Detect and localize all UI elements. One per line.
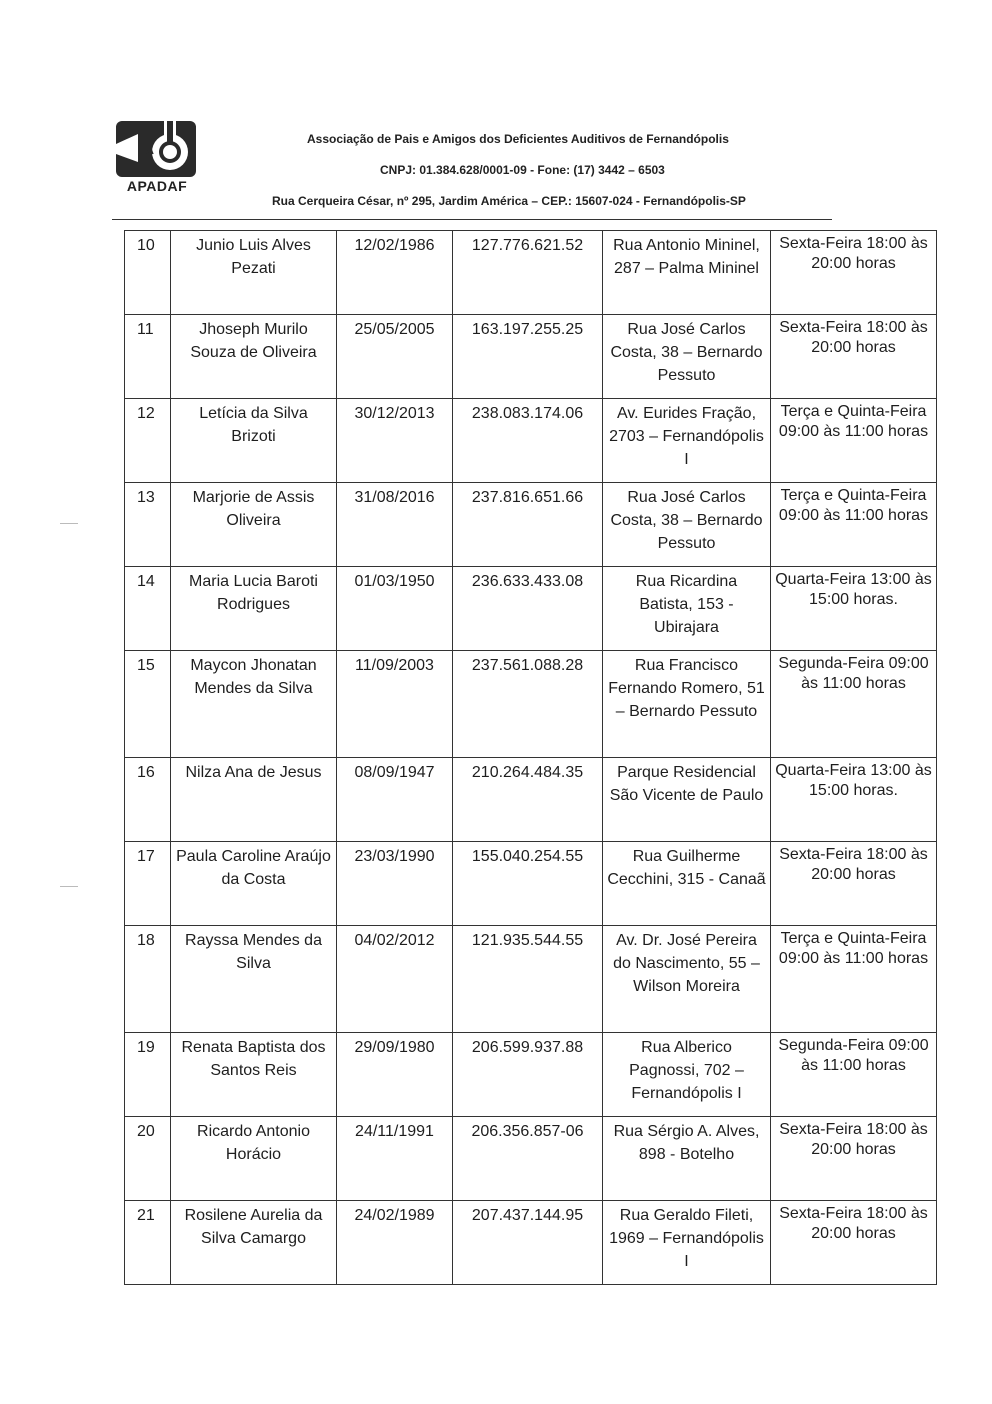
student-name-cell: Maycon Jhonatan Mendes da Silva (171, 651, 337, 758)
address-cell: Rua José Carlos Costa, 38 – Bernardo Pessuto (603, 483, 771, 567)
document-number-cell: 121.935.544.55 (453, 926, 603, 1033)
table-row (125, 567, 937, 651)
table-row (125, 842, 937, 926)
address-cell: Rua Antonio Mininel, 287 – Palma Mininel (603, 231, 771, 315)
table-row (125, 1117, 937, 1201)
document-number-cell: 237.561.088.28 (453, 651, 603, 758)
document-number-cell: 206.599.937.88 (453, 1033, 603, 1117)
logo-text: APADAF (126, 178, 188, 194)
address-cell: Rua Guilherme Cecchini, 315 - Canaã (603, 842, 771, 926)
address-cell: Parque Residencial São Vicente de Paulo (603, 758, 771, 842)
schedule-cell: Sexta-Feira 18:00 às 20:00 horas (771, 1117, 937, 1201)
birth-date-cell: 29/09/1980 (337, 1033, 453, 1117)
document-number-cell: 155.040.254.55 (453, 842, 603, 926)
table-row (125, 315, 937, 399)
schedule-cell: Quarta-Feira 13:00 às 15:00 horas. (771, 758, 937, 842)
address-cell: Rua Francisco Fernando Romero, 51 – Bernardo Pessuto (603, 651, 771, 758)
row-number-cell: 15 (125, 651, 171, 758)
document-number-cell: 237.816.651.66 (453, 483, 603, 567)
address-cell: Rua Geraldo Fileti, 1969 – Fernandópolis I (603, 1201, 771, 1285)
row-number-cell: 13 (125, 483, 171, 567)
schedule-cell: Sexta-Feira 18:00 às 20:00 horas (771, 315, 937, 399)
schedule-cell: Sexta-Feira 18:00 às 20:00 horas (771, 1201, 937, 1285)
row-number-cell: 17 (125, 842, 171, 926)
document-number-cell: 236.633.433.08 (453, 567, 603, 651)
table-row (125, 1033, 937, 1117)
document-number-cell: 207.437.144.95 (453, 1201, 603, 1285)
row-number-cell: 19 (125, 1033, 171, 1117)
student-name-cell: Rayssa Mendes da Silva (171, 926, 337, 1033)
row-number-cell: 18 (125, 926, 171, 1033)
address-cell: Rua José Carlos Costa, 38 – Bernardo Pessuto (603, 315, 771, 399)
schedule-cell: Segunda-Feira 09:00 às 11:00 horas (771, 651, 937, 758)
table-row (125, 926, 937, 1033)
address-cell: Rua Alberico Pagnossi, 702 – Fernandópolis I (603, 1033, 771, 1117)
birth-date-cell: 12/02/1986 (337, 231, 453, 315)
organization-name: Associação de Pais e Amigos dos Deficientes Auditivos de Fernandópolis (307, 132, 729, 146)
table-row (125, 651, 937, 758)
row-number-cell: 12 (125, 399, 171, 483)
birth-date-cell: 04/02/2012 (337, 926, 453, 1033)
schedule-cell: Terça e Quinta-Feira 09:00 às 11:00 horas (771, 483, 937, 567)
letterhead (112, 118, 832, 220)
table-row (125, 758, 937, 842)
student-name-cell: Maria Lucia Baroti Rodrigues (171, 567, 337, 651)
row-number-cell: 11 (125, 315, 171, 399)
birth-date-cell: 24/02/1989 (337, 1201, 453, 1285)
student-name-cell: Ricardo Antonio Horácio (171, 1117, 337, 1201)
document-number-cell: 127.776.621.52 (453, 231, 603, 315)
document-number-cell: 206.356.857-06 (453, 1117, 603, 1201)
document-number-cell: 238.083.174.06 (453, 399, 603, 483)
row-number-cell: 16 (125, 758, 171, 842)
birth-date-cell: 24/11/1991 (337, 1117, 453, 1201)
birth-date-cell: 31/08/2016 (337, 483, 453, 567)
table-body (125, 231, 937, 1285)
document-number-cell: 163.197.255.25 (453, 315, 603, 399)
table-row (125, 483, 937, 567)
address-cell: Rua Ricardina Batista, 153 - Ubirajara (603, 567, 771, 651)
birth-date-cell: 30/12/2013 (337, 399, 453, 483)
table-row (125, 1201, 937, 1285)
student-name-cell: Nilza Ana de Jesus (171, 758, 337, 842)
table-row (125, 399, 937, 483)
birth-date-cell: 08/09/1947 (337, 758, 453, 842)
birth-date-cell: 25/05/2005 (337, 315, 453, 399)
apadaf-logo (112, 118, 202, 198)
student-name-cell: Jhoseph Murilo Souza de Oliveira (171, 315, 337, 399)
schedule-cell: Sexta-Feira 18:00 às 20:00 horas (771, 842, 937, 926)
student-name-cell: Paula Caroline Araújo da Costa (171, 842, 337, 926)
header-divider (112, 219, 832, 220)
birth-date-cell: 11/09/2003 (337, 651, 453, 758)
table-row (125, 231, 937, 315)
schedule-cell: Terça e Quinta-Feira 09:00 às 11:00 horas (771, 399, 937, 483)
row-number-cell: 21 (125, 1201, 171, 1285)
schedule-cell: Segunda-Feira 09:00 às 11:00 horas (771, 1033, 937, 1117)
document-number-cell: 210.264.484.35 (453, 758, 603, 842)
ear-logo-icon (112, 118, 202, 180)
student-name-cell: Marjorie de Assis Oliveira (171, 483, 337, 567)
address-cell: Rua Sérgio A. Alves, 898 - Botelho (603, 1117, 771, 1201)
address-cell: Av. Eurides Fração, 2703 – Fernandópolis I (603, 399, 771, 483)
address-cell: Av. Dr. José Pereira do Nascimento, 55 – Wilson Moreira (603, 926, 771, 1033)
row-number-cell: 14 (125, 567, 171, 651)
scan-artifact (60, 886, 78, 887)
schedule-cell: Sexta-Feira 18:00 às 20:00 horas (771, 231, 937, 315)
birth-date-cell: 01/03/1950 (337, 567, 453, 651)
participants-table (124, 230, 937, 1285)
student-name-cell: Rosilene Aurelia da Silva Camargo (171, 1201, 337, 1285)
student-name-cell: Junio Luis Alves Pezati (171, 231, 337, 315)
cnpj-phone-line: CNPJ: 01.384.628/0001-09 - Fone: (17) 3442 – 6503 (380, 163, 665, 177)
birth-date-cell: 23/03/1990 (337, 842, 453, 926)
student-name-cell: Renata Baptista dos Santos Reis (171, 1033, 337, 1117)
schedule-cell: Quarta-Feira 13:00 às 15:00 horas. (771, 567, 937, 651)
schedule-cell: Terça e Quinta-Feira 09:00 às 11:00 horas (771, 926, 937, 1033)
row-number-cell: 10 (125, 231, 171, 315)
scan-artifact (60, 523, 78, 524)
svg-text:A: A (146, 145, 154, 157)
student-name-cell: Letícia da Silva Brizoti (171, 399, 337, 483)
row-number-cell: 20 (125, 1117, 171, 1201)
address-line: Rua Cerqueira César, nº 295, Jardim América – CEP.: 15607-024 - Fernandópolis-SP (272, 194, 746, 208)
